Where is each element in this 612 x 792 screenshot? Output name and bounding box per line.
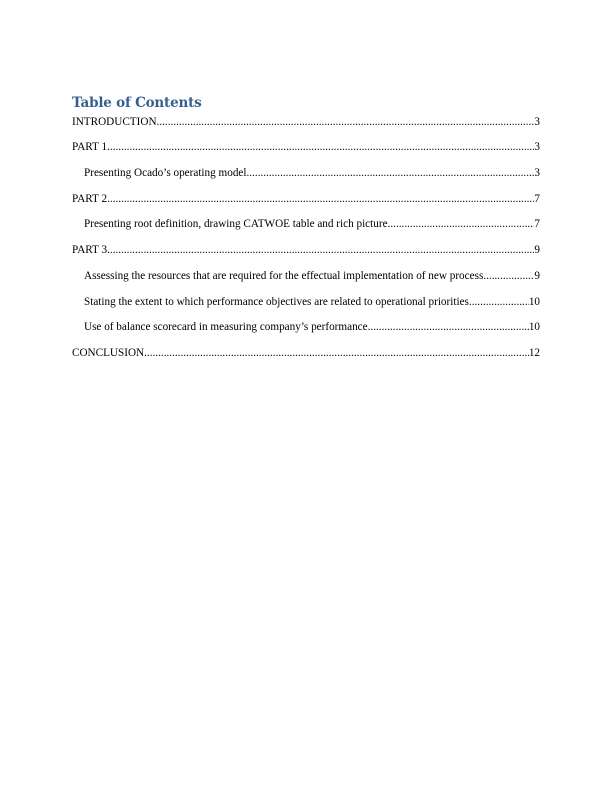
toc-entry-part-1[interactable]: [72, 140, 540, 154]
toc-entry-label: PART 1: [72, 141, 108, 153]
toc-entry-performance-objectives[interactable]: [84, 295, 540, 309]
toc-entry-label: INTRODUCTION: [72, 116, 157, 128]
toc-entry-label: Stating the extent to which performance objectives are related to operational priorities: [84, 296, 469, 308]
toc-entry-page: 7: [534, 218, 540, 230]
toc-entry-label: CONCLUSION: [72, 347, 145, 359]
toc-entry-page: 9: [534, 270, 540, 282]
toc-entry-page: 10: [528, 296, 540, 308]
toc-entry-page: 3: [534, 141, 540, 153]
toc-title: Table of Contents: [72, 95, 202, 111]
toc-entry-balance-scorecard[interactable]: [84, 320, 540, 334]
toc-entry-introduction[interactable]: [72, 115, 540, 129]
toc-entry-label: Use of balance scorecard in measuring company’s performance: [84, 321, 368, 333]
toc-dot-leader: [368, 320, 529, 334]
toc-entry-page: 9: [534, 244, 540, 256]
toc-entry-label: Assessing the resources that are required for the effectual implementation of new process: [84, 270, 484, 282]
toc-entry-label: PART 2: [72, 193, 108, 205]
toc-entry-operating-model[interactable]: [84, 166, 540, 180]
toc-entry-label: Presenting root definition, drawing CATWOE table and rich picture: [84, 218, 388, 230]
toc-dot-leader: [107, 140, 534, 154]
toc-entry-resources[interactable]: [84, 269, 540, 283]
toc-entry-label: Presenting Ocado’s operating model: [84, 167, 247, 179]
toc-entry-page: 12: [528, 347, 540, 359]
toc-entry-label: PART 3: [72, 244, 108, 256]
toc-entry-root-definition[interactable]: [84, 217, 540, 231]
toc-entry-page: 10: [528, 321, 540, 333]
toc-dot-leader: [483, 269, 534, 283]
toc-entry-part-2[interactable]: [72, 192, 540, 206]
toc-entry-conclusion[interactable]: [72, 346, 540, 360]
toc-dot-leader: [157, 115, 535, 129]
toc-entry-page: 7: [534, 193, 540, 205]
toc-dot-leader: [107, 243, 534, 257]
toc-entry-page: 3: [534, 116, 540, 128]
toc-dot-leader: [388, 217, 535, 231]
toc-dot-leader: [247, 166, 535, 180]
toc-dot-leader: [469, 295, 529, 309]
toc-dot-leader: [107, 192, 534, 206]
toc-entry-page: 3: [534, 167, 540, 179]
toc-entry-part-3[interactable]: [72, 243, 540, 257]
toc-dot-leader: [144, 346, 529, 360]
